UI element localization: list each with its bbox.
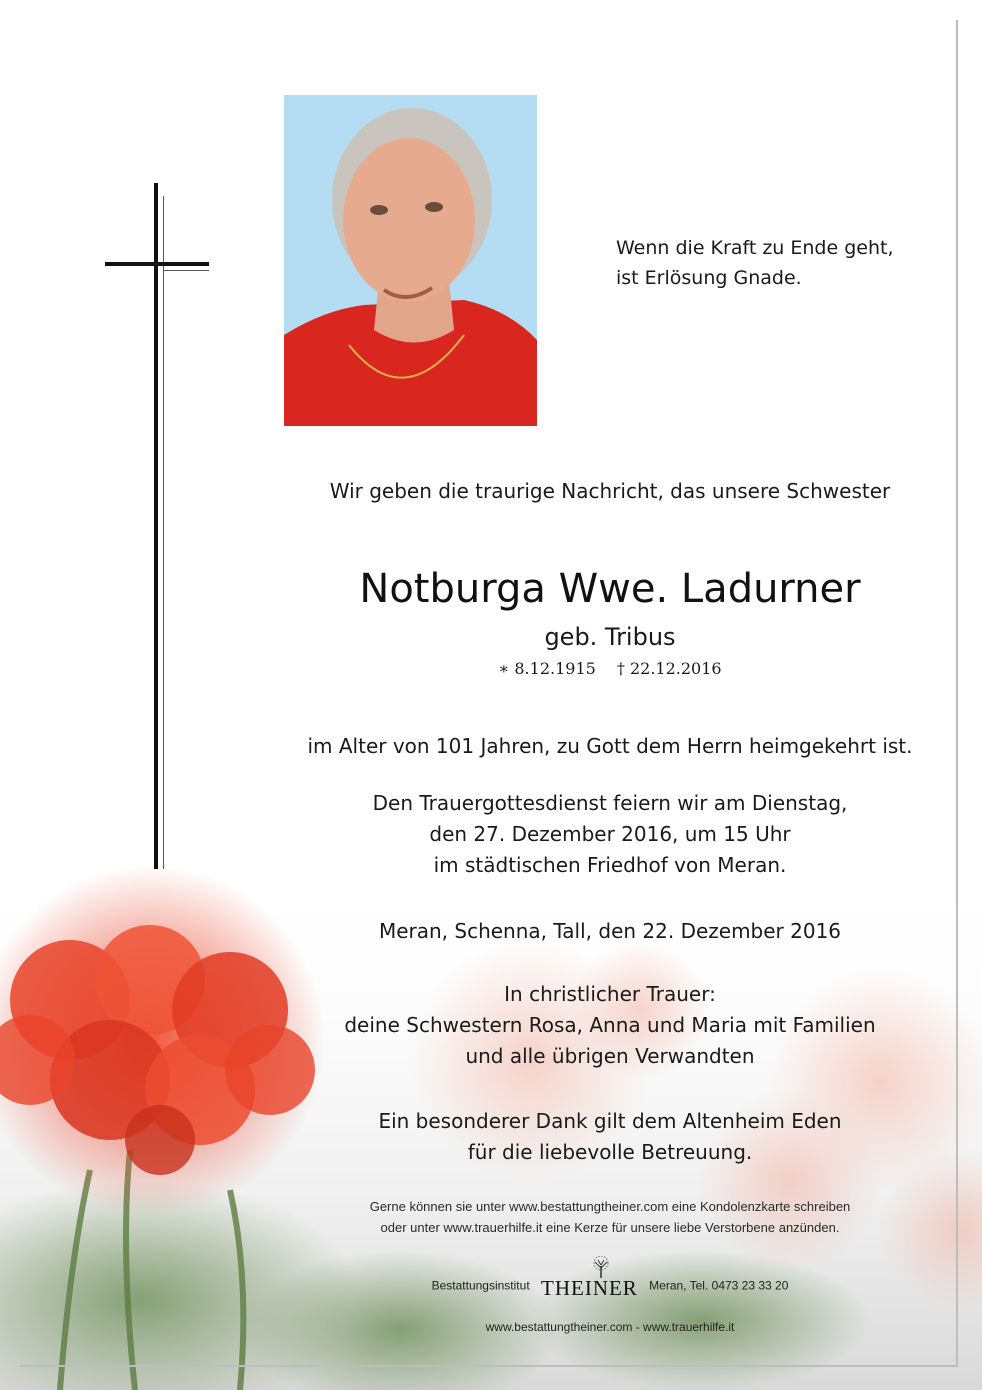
logo-text: THEINER: [541, 1276, 638, 1300]
online-line: Gerne können sie unter www.bestattungtheiner.com eine Kondolenzkarte schreiben: [369, 1199, 851, 1214]
thanks-line: für die liebevolle Betreuung.: [467, 1140, 753, 1164]
online-condolence-note: [260, 1196, 960, 1238]
portrait-photo: [284, 95, 537, 426]
cross-vertical-shadow: [163, 196, 164, 869]
quote-line: Wenn die Kraft zu Ende geht,: [616, 237, 894, 259]
thanks-line: Ein besonderer Dank gilt dem Altenheim Eden: [378, 1109, 842, 1133]
institute-label: Bestattungsinstitut: [431, 1278, 530, 1293]
online-line: oder unter www.trauerhilfe.it eine Kerze für unsere liebe Verstorbene anzünden.: [380, 1220, 840, 1235]
deceased-name: Notburga Wwe. Ladurner: [359, 566, 861, 612]
mourners: [260, 979, 960, 1072]
funeral-home-websites: www.bestattungtheiner.com - www.trauerhilfe.it: [485, 1320, 735, 1334]
mourners-line: In christlicher Trauer:: [504, 982, 716, 1006]
funeral-service-info: [260, 788, 960, 881]
tree-icon: [587, 1256, 615, 1278]
cross-vertical-bar: [154, 183, 158, 869]
mourners-line: deine Schwestern Rosa, Anna und Maria mit Familien: [344, 1013, 876, 1037]
service-line: den 27. Dezember 2016, um 15 Uhr: [429, 822, 791, 846]
quote-line: ist Erlösung Gnade.: [616, 267, 802, 289]
service-line: im städtischen Friedhof von Meran.: [433, 853, 787, 877]
intro-text: Wir geben die traurige Nachricht, das unsere Schwester: [329, 479, 891, 503]
funeral-home-address: Meran, Tel. 0473 23 33 20: [649, 1278, 789, 1293]
quote: [616, 233, 946, 293]
age-line: im Alter von 101 Jahren, zu Gott dem Herrn heimgekehrt ist.: [307, 734, 913, 758]
cross-horizontal-bar: [105, 262, 209, 266]
maiden-name: geb. Tribus: [544, 623, 676, 651]
service-line: Den Trauergottesdienst feiern wir am Dienstag,: [372, 791, 848, 815]
mourners-line: und alle übrigen Verwandten: [465, 1044, 755, 1068]
thanks: [260, 1106, 960, 1168]
cross-horizontal-shadow: [163, 270, 209, 271]
life-dates: [260, 657, 960, 681]
death-date: † 22.12.2016: [616, 659, 722, 678]
theiner-logo: [541, 1270, 638, 1301]
place-date: Meran, Schenna, Tall, den 22. Dezember 2016: [378, 919, 842, 943]
funeral-home-footer: [260, 1270, 960, 1301]
birth-date: ∗ 8.12.1915: [498, 659, 596, 678]
